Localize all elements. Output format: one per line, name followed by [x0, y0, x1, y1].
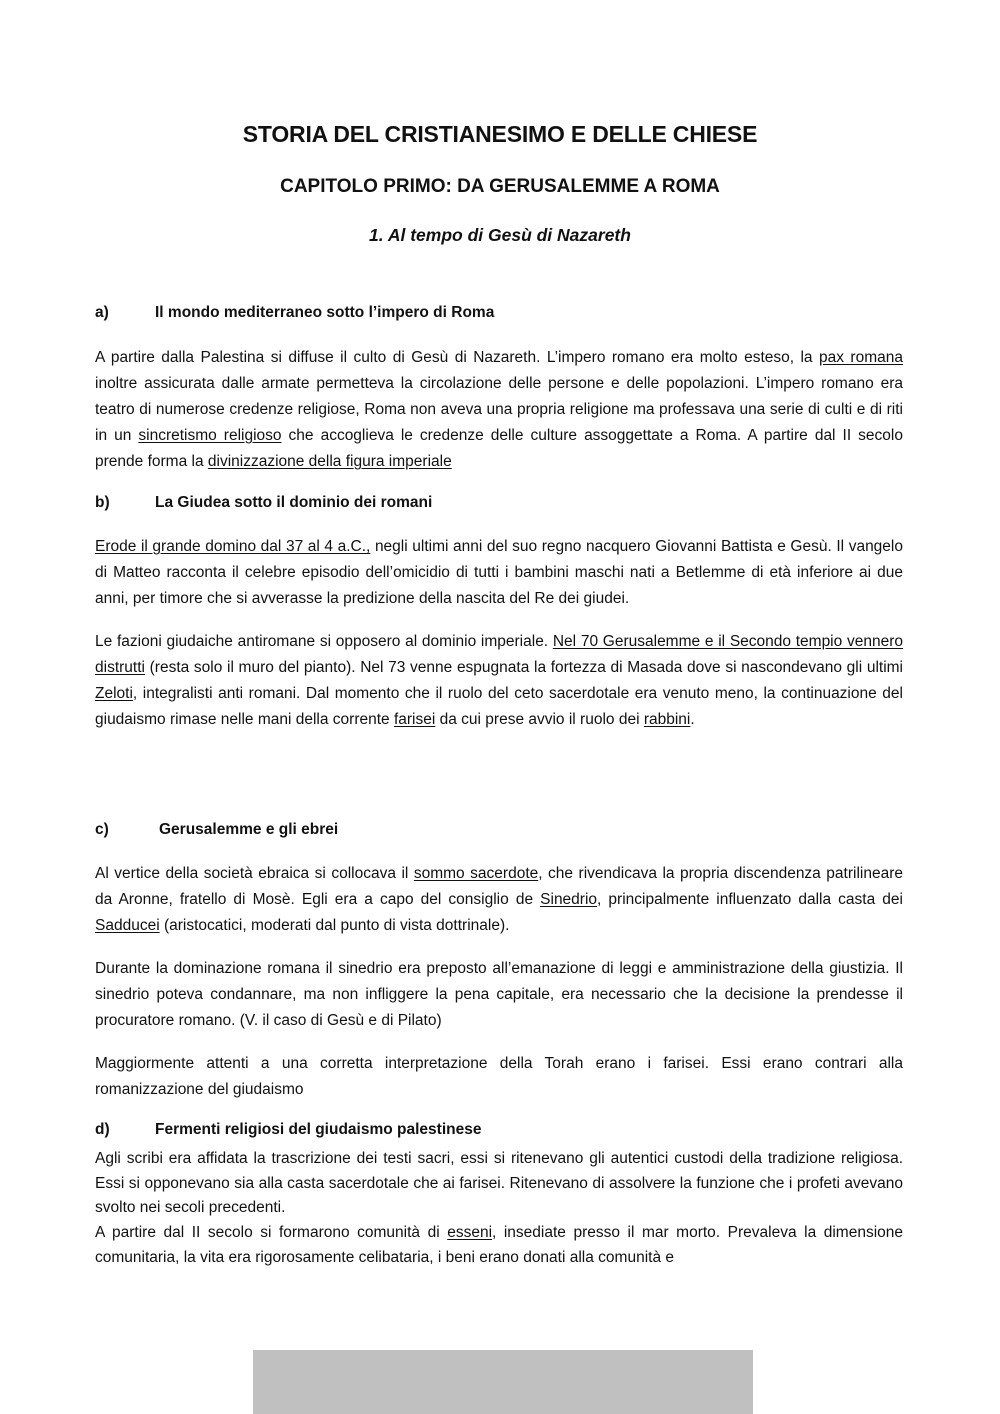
text-run: . — [690, 711, 695, 728]
heading-c — [95, 821, 905, 839]
text-run: negli ultimi anni del suo regno nacquero Giovanni Battista e Gesù. Il vangelo di Matteo racconta il celebre episodio dell’omicidio di tutti i bambini maschi nati a Betlemme di età inferiore ai due anni, per timore che si avverasse la predizione della nascita del Re dei giudei. — [95, 538, 903, 607]
heading-a — [95, 304, 905, 322]
chapter-title: CAPITOLO PRIMO: DA GERUSALEMME A ROMA — [280, 176, 720, 197]
text-run: (aristocatici, moderati dal punto di vista dottrinale). — [159, 917, 510, 934]
footer-gray-bar — [253, 1350, 753, 1414]
paragraph-d2 — [95, 1221, 903, 1270]
text-run: Le fazioni giudaiche antiromane si opposero al dominio imperiale. — [95, 633, 553, 650]
underlined-term: Zeloti — [95, 685, 133, 702]
text-run: A partire dal II secolo si formarono comunità di — [95, 1224, 448, 1241]
heading-a-text: Il mondo mediterraneo sotto l’impero di Roma — [155, 304, 495, 321]
underlined-term: Sinedrio — [540, 891, 598, 908]
text-run: inoltre assicurata dalle armate permetteva la circolazione delle persone e delle popolazioni. L’impero romano era teatro di numerose credenze religiose, Roma non aveva una propria religione ma professava una serie di culti e di riti in un — [95, 375, 903, 444]
underlined-term: rabbini — [643, 711, 691, 728]
heading-c-letter: c) — [95, 821, 109, 838]
heading-c-text: Gerusalemme e gli ebrei — [159, 821, 339, 838]
paragraph-c2: Durante la dominazione romana il sinedrio era preposto all’emanazione di leggi e amministrazione della giustizia. Il sinedrio poteva condannare, ma non infliggere la pena capitale, era necessario che la decisione la prendesse il procuratore romano. (V. il caso di Gesù e di Pilato) — [95, 960, 903, 1029]
paragraph-b2 — [95, 629, 903, 733]
underlined-term: sincretismo religioso — [138, 427, 282, 444]
heading-a-letter: a) — [95, 304, 109, 321]
heading-d-text: Fermenti religiosi del giudaismo palestinese — [155, 1121, 482, 1138]
heading-b-letter: b) — [95, 494, 110, 511]
text-run: da cui prese avvio il ruolo dei — [435, 711, 644, 728]
text-run: A partire dalla Palestina si diffuse il culto di Gesù di Nazareth. L’impero romano era molto esteso, la — [95, 349, 819, 366]
heading-d-letter: d) — [95, 1121, 110, 1138]
underlined-term: pax romana — [819, 349, 903, 366]
text-run: , integralisti anti romani. Dal momento che il ruolo del ceto sacerdotale era venuto meno, la continuazione del giudaismo rimase nelle mani della corrente — [95, 685, 903, 728]
text-run: che accoglieva le credenze delle culture assoggettate a Roma. A partire dal II secolo prende forma la — [95, 427, 903, 470]
paragraph-d1: Agli scribi era affidata la trascrizione dei testi sacri, essi si ritenevano gli autentici custodi della tradizione religiosa. Essi si opponevano sia alla casta sacerdotale che ai farisei. Ritenevano di assolvere la funzione che i profeti avevano svolto nei secoli precedenti. — [95, 1150, 903, 1216]
paragraph-b1 — [95, 534, 903, 612]
document-title: STORIA DEL CRISTIANESIMO E DELLE CHIESE — [242, 121, 758, 147]
paragraph-c3: Maggiormente attenti a una corretta interpretazione della Torah erano i farisei. Essi erano contrari alla romanizzazione del giudaismo — [95, 1055, 903, 1098]
underlined-term: Sadducei — [95, 917, 160, 934]
underlined-term: sommo sacerdote — [413, 865, 539, 882]
underlined-term: Erode il grande domino dal 37 al 4 a.C., — [95, 538, 371, 555]
underlined-term: esseni — [447, 1224, 493, 1241]
underlined-term: divinizzazione della figura imperiale — [207, 453, 452, 470]
paragraph-a1 — [95, 345, 903, 475]
text-run: , che rivendicava la propria discendenza patrilineare da Aronne, fratello di Mosè. Egli era a capo del consiglio de — [95, 865, 903, 908]
underlined-term: Nel 70 Gerusalemme e il Secondo tempio vennero distrutti — [95, 633, 903, 676]
paragraph-c1 — [95, 861, 903, 939]
heading-b-text: La Giudea sotto il dominio dei romani — [155, 494, 433, 511]
text-run: Al vertice della società ebraica si collocava il — [95, 865, 414, 882]
text-run: , principalmente influenzato dalla casta dei — [597, 891, 903, 908]
heading-b — [95, 494, 905, 512]
section-title: 1. Al tempo di Gesù di Nazareth — [369, 225, 631, 245]
text-run: , insediate presso il mar morto. Prevaleva la dimensione comunitaria, la vita era rigorosamente celibataria, i beni erano donati alla comunità e — [95, 1224, 903, 1266]
text-run: (resta solo il muro del pianto). Nel 73 venne espugnata la fortezza di Masada dove si nascondevano gli ultimi — [144, 659, 903, 676]
heading-d — [95, 1121, 905, 1139]
underlined-term: farisei — [393, 711, 436, 728]
